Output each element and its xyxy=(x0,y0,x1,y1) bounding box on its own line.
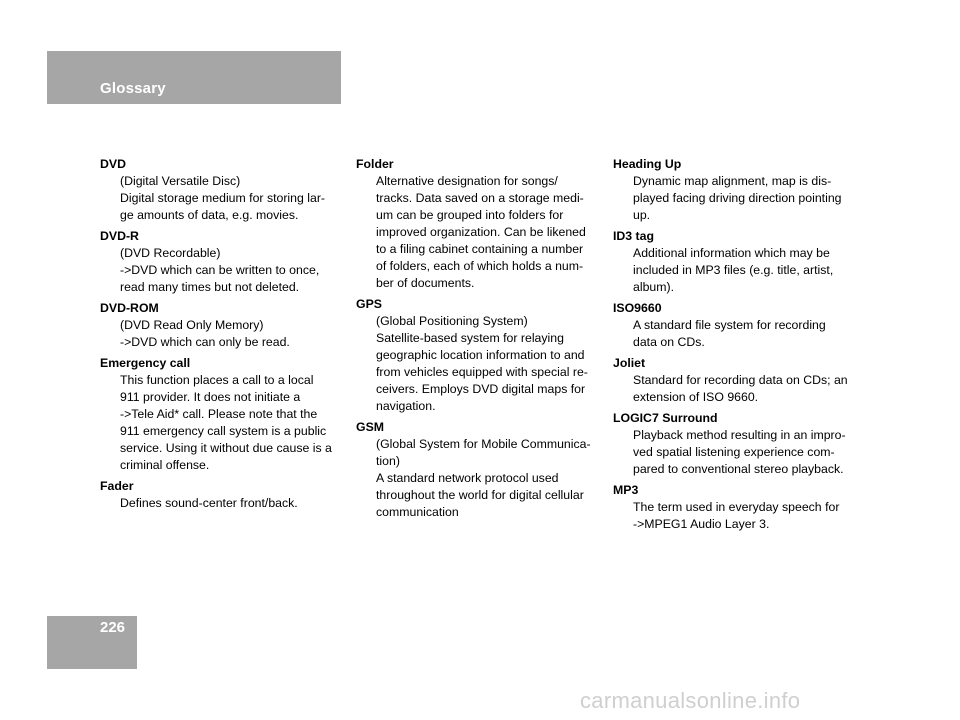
glossary-entry xyxy=(100,478,348,512)
glossary-term: DVD-ROM xyxy=(100,301,159,315)
definition-line: tracks. Data saved on a storage medi- xyxy=(376,191,584,205)
definition-line: communication xyxy=(376,505,459,519)
definition-line: (Digital Versatile Disc) xyxy=(120,174,241,188)
definition-line: Defines sound-center front/back. xyxy=(120,496,298,510)
glossary-term: LOGIC7 Surround xyxy=(613,411,718,425)
definition-line: played facing driving direction pointing xyxy=(633,191,842,205)
glossary-term: Emergency call xyxy=(100,356,191,370)
definition-line: Digital storage medium for storing lar- xyxy=(120,191,326,205)
glossary-definition xyxy=(100,245,348,296)
glossary-definition xyxy=(613,372,861,406)
definition-line: to a filing cabinet containing a number xyxy=(376,242,584,256)
glossary-term: ISO9660 xyxy=(613,301,662,315)
glossary-definition xyxy=(356,436,604,521)
glossary-definition xyxy=(613,245,861,296)
definition-line: data on CDs. xyxy=(633,335,705,349)
glossary-definition xyxy=(613,499,861,533)
glossary-definition xyxy=(356,313,604,415)
page-title: Glossary xyxy=(100,80,166,97)
definition-line: 911 provider. It does not initiate a xyxy=(120,390,301,404)
definition-line: tion) xyxy=(376,454,400,468)
definition-line: service. Using it without due cause is a xyxy=(120,441,332,455)
glossary-definition xyxy=(613,173,861,224)
definition-line: The term used in everyday speech for xyxy=(633,500,840,514)
glossary-term: Heading Up xyxy=(613,157,682,171)
definition-line: read many times but not deleted. xyxy=(120,280,300,294)
glossary-term: Joliet xyxy=(613,356,646,370)
definition-line: criminal offense. xyxy=(120,458,210,472)
definition-line: Dynamic map alignment, map is dis- xyxy=(633,174,832,188)
definition-line: ->MPEG1 Audio Layer 3. xyxy=(633,517,770,531)
definition-line: ->Tele Aid* call. Please note that the xyxy=(120,407,318,421)
definition-line: ->DVD which can only be read. xyxy=(120,335,290,349)
definition-line: (DVD Recordable) xyxy=(120,246,221,260)
glossary-entry xyxy=(613,300,861,351)
definition-line: ceivers. Employs DVD digital maps for xyxy=(376,382,586,396)
glossary-entry xyxy=(613,355,861,406)
glossary-entry xyxy=(100,228,348,296)
definition-line: up. xyxy=(633,208,651,222)
glossary-definition xyxy=(356,173,604,292)
definition-line: Additional information which may be xyxy=(633,246,830,260)
definition-line: A standard file system for recording xyxy=(633,318,826,332)
definition-line: Satellite-based system for relaying xyxy=(376,331,564,345)
definition-line: geographic location information to and xyxy=(376,348,585,362)
definition-line: A standard network protocol used xyxy=(376,471,559,485)
glossary-term: Folder xyxy=(356,157,394,171)
definition-line: This function places a call to a local xyxy=(120,373,314,387)
definition-line: Alternative designation for songs/ xyxy=(376,174,558,188)
definition-line: (Global System for Mobile Communica- xyxy=(376,437,591,451)
glossary-entry xyxy=(100,355,348,474)
page-number: 226 xyxy=(100,619,126,636)
definition-line: included in MP3 files (e.g. title, artist, xyxy=(633,263,834,277)
definition-line: Playback method resulting in an impro- xyxy=(633,428,846,442)
glossary-column-2 xyxy=(356,156,604,525)
glossary-entry xyxy=(100,156,348,224)
glossary-term: MP3 xyxy=(613,483,639,497)
glossary-entry xyxy=(100,300,348,351)
definition-line: (DVD Read Only Memory) xyxy=(120,318,264,332)
glossary-definition xyxy=(613,427,861,478)
definition-line: ge amounts of data, e.g. movies. xyxy=(120,208,299,222)
definition-line: ->DVD which can be written to once, xyxy=(120,263,320,277)
definition-line: ber of documents. xyxy=(376,276,475,290)
definition-line: (Global Positioning System) xyxy=(376,314,528,328)
glossary-entry xyxy=(613,482,861,533)
definition-line: ved spatial listening experience com- xyxy=(633,445,835,459)
glossary-entry xyxy=(613,228,861,296)
glossary-entry xyxy=(613,156,861,224)
definition-line: navigation. xyxy=(376,399,436,413)
definition-line: pared to conventional stereo playback. xyxy=(633,462,844,476)
glossary-column-3 xyxy=(613,156,861,537)
glossary-definition xyxy=(100,317,348,351)
definition-line: 911 emergency call system is a public xyxy=(120,424,327,438)
glossary-definition xyxy=(613,317,861,351)
watermark: carmanualsonline.info xyxy=(580,688,801,713)
glossary-definition xyxy=(100,372,348,474)
glossary-term: GPS xyxy=(356,297,382,311)
glossary-entry xyxy=(356,296,604,415)
glossary-term: ID3 tag xyxy=(613,229,654,243)
definition-line: um can be grouped into folders for xyxy=(376,208,564,222)
page-number-box xyxy=(47,616,137,669)
glossary-entry xyxy=(356,156,604,292)
definition-line: Standard for recording data on CDs; an xyxy=(633,373,848,387)
glossary-definition xyxy=(100,173,348,224)
glossary-term: DVD-R xyxy=(100,229,139,243)
glossary-column-1 xyxy=(100,156,348,516)
definition-line: album). xyxy=(633,280,675,294)
glossary-term: DVD xyxy=(100,157,126,171)
definition-line: from vehicles equipped with special re- xyxy=(376,365,588,379)
definition-line: of folders, each of which holds a num- xyxy=(376,259,584,273)
glossary-term: GSM xyxy=(356,420,385,434)
glossary-definition xyxy=(100,495,348,512)
glossary-entry xyxy=(613,410,861,478)
definition-line: throughout the world for digital cellular xyxy=(376,488,584,502)
definition-line: extension of ISO 9660. xyxy=(633,390,759,404)
definition-line: improved organization. Can be likened xyxy=(376,225,586,239)
glossary-entry xyxy=(356,419,604,521)
glossary-term: Fader xyxy=(100,479,134,493)
header-bar xyxy=(47,51,341,104)
